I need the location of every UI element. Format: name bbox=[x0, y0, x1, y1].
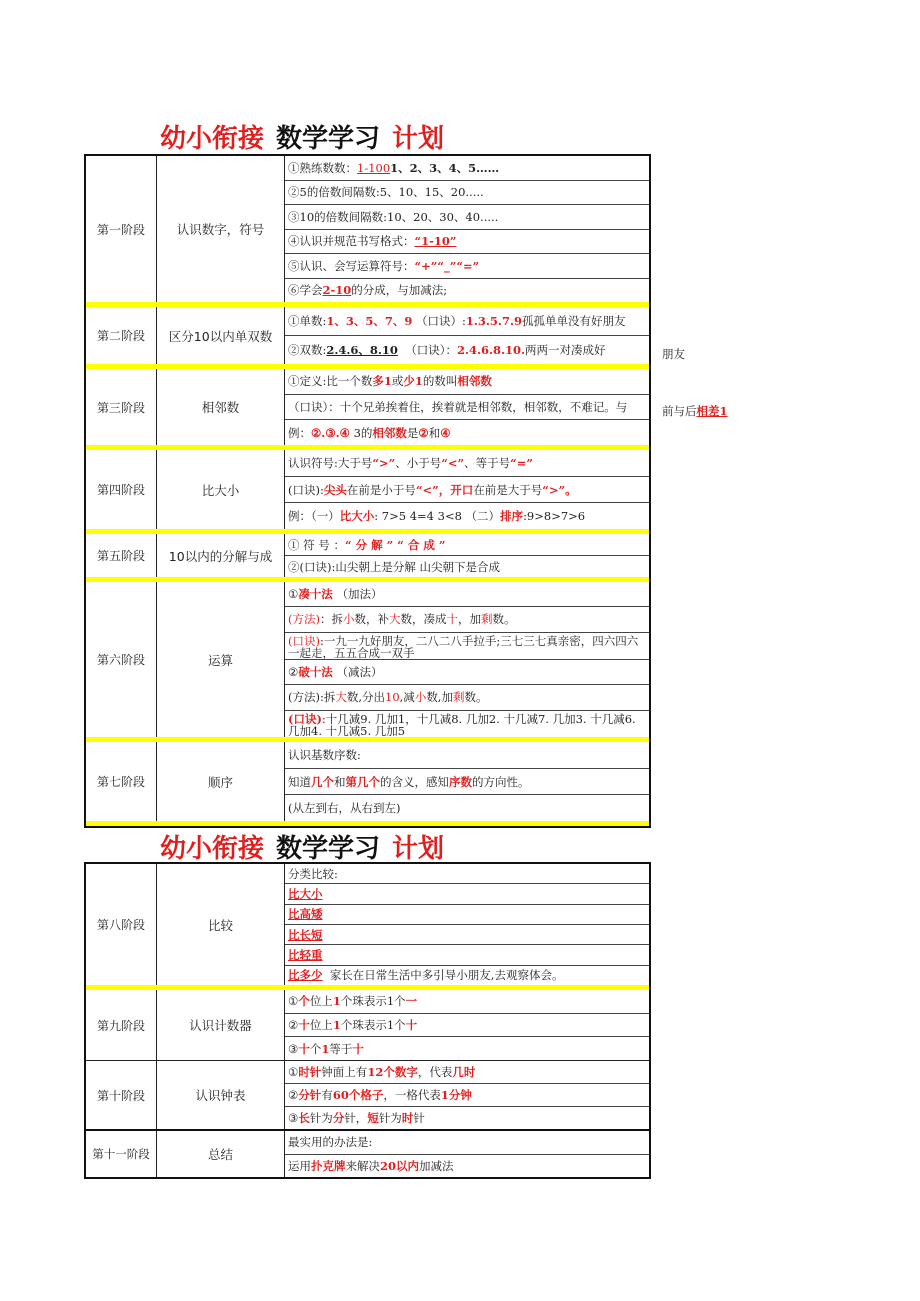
stage-4 bbox=[86, 450, 649, 534]
content-row: ① 个 位上 1 个珠表示1个 一 bbox=[285, 990, 649, 1014]
stage-9 bbox=[86, 990, 649, 1061]
stage-10 bbox=[86, 1061, 649, 1131]
page-title: 幼小衔接 数学学习 计划 bbox=[160, 834, 445, 864]
content-row: 最实用的办法是: bbox=[285, 1131, 649, 1155]
content-row: ②双数: 2.4.6、8.10 （口诀）： 2.4.6.8.10. 两两一对凑成好 bbox=[288, 343, 606, 357]
content-row: ② 分针 有 60个格子 ，一格代表 1分钟 bbox=[285, 1084, 649, 1107]
stage-2 bbox=[86, 307, 649, 369]
content-row: ⑥学会 2-10 的分成，与加减法; bbox=[288, 283, 448, 298]
content-row: ①定义:比一个数 多1 或 少1 的数叫 相邻数 bbox=[285, 369, 649, 395]
content-row: ② 十 位上 1 个珠表示1个 十 bbox=[285, 1014, 649, 1038]
stage-name: 第八阶段 bbox=[86, 864, 157, 985]
content-row: 运用 扑克牌 来解决 20以内 加减法 bbox=[288, 1158, 454, 1173]
content-row: ①单数: 1、3、5、7、9 （口诀）: 1.3.5.7.9 孤孤单单没有好朋友 bbox=[285, 307, 649, 336]
content-row: ③ 长 针为 分 针， 短 针为 时 针 bbox=[288, 1111, 425, 1125]
content-row: ①熟练数数： 1-100 1、2、3、4、5…… bbox=[285, 156, 649, 181]
content-row: ②5的倍数间隔数:5、10、15、20..... bbox=[285, 181, 649, 206]
page-title: 幼小衔接 数学学习 计划 bbox=[160, 124, 445, 154]
stage-name: 第五阶段 bbox=[86, 534, 157, 577]
plan-table-1 bbox=[84, 154, 651, 828]
stage-topic: 认识钟表 bbox=[157, 1061, 285, 1129]
plan-table-2 bbox=[84, 862, 651, 1179]
content-row: ① 时针 钟面上有 12个数字 ，代表 几时 bbox=[285, 1061, 649, 1084]
content-row: ⑤认识、会写运算符号： “+”“_”“=” bbox=[285, 254, 649, 279]
stage-1 bbox=[86, 156, 649, 307]
content-row: ① 符 号 ： “ 分 解 ” “ 合 成 ” bbox=[285, 534, 649, 556]
stage-5 bbox=[86, 534, 649, 582]
content-row: 认识基数序数: bbox=[285, 742, 649, 769]
content-row: ③10的倍数间隔数:10、20、30、40..... bbox=[285, 205, 649, 230]
stage-topic: 认识数字，符号 bbox=[157, 156, 285, 302]
content-row: 分类比较: bbox=[285, 864, 649, 884]
stage-8 bbox=[86, 864, 649, 990]
stage-topic: 10以内的分解与成 bbox=[157, 534, 285, 577]
stage-name: 第十一阶段 bbox=[86, 1131, 157, 1177]
overflow-text: 朋友 bbox=[662, 347, 685, 361]
stage-3 bbox=[86, 369, 649, 450]
content-row: 比多少 家长在日常生活中多引导小朋友,去观察体会。 bbox=[288, 968, 564, 983]
stage-topic: 区分10以内单双数 bbox=[157, 307, 285, 364]
stage-topic: 比较 bbox=[157, 864, 285, 985]
content-row: ② 破十法 （减法） bbox=[285, 660, 649, 685]
content-row: (口诀):一九一九好朋友，二八二八手拉手;三七三七真亲密，四六四六一起走，五五合成一双手 bbox=[285, 633, 649, 660]
content-row: 比高矮 bbox=[285, 905, 649, 925]
stage-topic: 相邻数 bbox=[157, 369, 285, 445]
content-row: 例： ②.③.④ 3的 相邻数 是 ② 和 ④ bbox=[288, 425, 451, 440]
content-row: ③ 十 个 1 等于 十 bbox=[288, 1041, 364, 1056]
stage-11 bbox=[86, 1131, 649, 1177]
stage-name: 第七阶段 bbox=[86, 742, 157, 821]
content-row: (方法) ：拆 小 数，补 大 数，凑成 十 ，加 剩 数。 bbox=[285, 607, 649, 632]
content-row: ④认识并规范书写格式： “1-10” bbox=[285, 230, 649, 255]
stage-name: 第三阶段 bbox=[86, 369, 157, 445]
stage-name: 第四阶段 bbox=[86, 450, 157, 529]
content-row: 比长短 bbox=[285, 925, 649, 945]
content-row: (口诀):十几减9. 几加1，十几减8. 几加2. 十几减7. 几加3. 十几减6. 几加4. 十几减5. 几加5 bbox=[288, 711, 636, 738]
content-row: （口诀）：十个兄弟挨着住，挨着就是相邻数，相邻数，不难记。与 bbox=[285, 395, 649, 421]
stage-name: 第六阶段 bbox=[86, 582, 157, 737]
stage-topic: 认识计数器 bbox=[157, 990, 285, 1060]
content-row: (口诀): 尖头 在前是小于号 “<”， 开口 在前是大于号 “>”。 bbox=[285, 477, 649, 504]
stage-topic: 总结 bbox=[157, 1131, 285, 1177]
stage-name: 第二阶段 bbox=[86, 307, 157, 364]
content-row: ① 凑十法 （加法） bbox=[285, 582, 649, 607]
content-row: (从左到右，从右到左) bbox=[288, 801, 401, 816]
overflow-text: 前与后相差1 bbox=[662, 404, 728, 418]
content-row: 例：（一） 比大小 : 7>5 4=4 3<8 （二） 排序 :9>8>7>6 bbox=[288, 509, 586, 524]
stage-name: 第十阶段 bbox=[86, 1061, 157, 1129]
content-row: 知道 几个 和 第几个 的含义，感知 序数 的方向性。 bbox=[285, 769, 649, 796]
content-row: 比大小 bbox=[285, 884, 649, 904]
content-row: ②(口诀):山尖朝上是分解 山尖朝下是合成 bbox=[288, 559, 501, 574]
stage-7 bbox=[86, 742, 649, 826]
content-row: 认识符号:大于号 “>” 、小于号 “<” 、等于号 “=” bbox=[285, 450, 649, 477]
stage-6 bbox=[86, 582, 649, 742]
content-row: (方法):拆 大 数,分出 10 ,减 小 数,加 剩 数。 bbox=[285, 685, 649, 710]
stage-name: 第九阶段 bbox=[86, 990, 157, 1060]
stage-topic: 比大小 bbox=[157, 450, 285, 529]
stage-topic: 运算 bbox=[157, 582, 285, 737]
stage-name: 第一阶段 bbox=[86, 156, 157, 302]
stage-topic: 顺序 bbox=[157, 742, 285, 821]
content-row: 比轻重 bbox=[285, 945, 649, 965]
